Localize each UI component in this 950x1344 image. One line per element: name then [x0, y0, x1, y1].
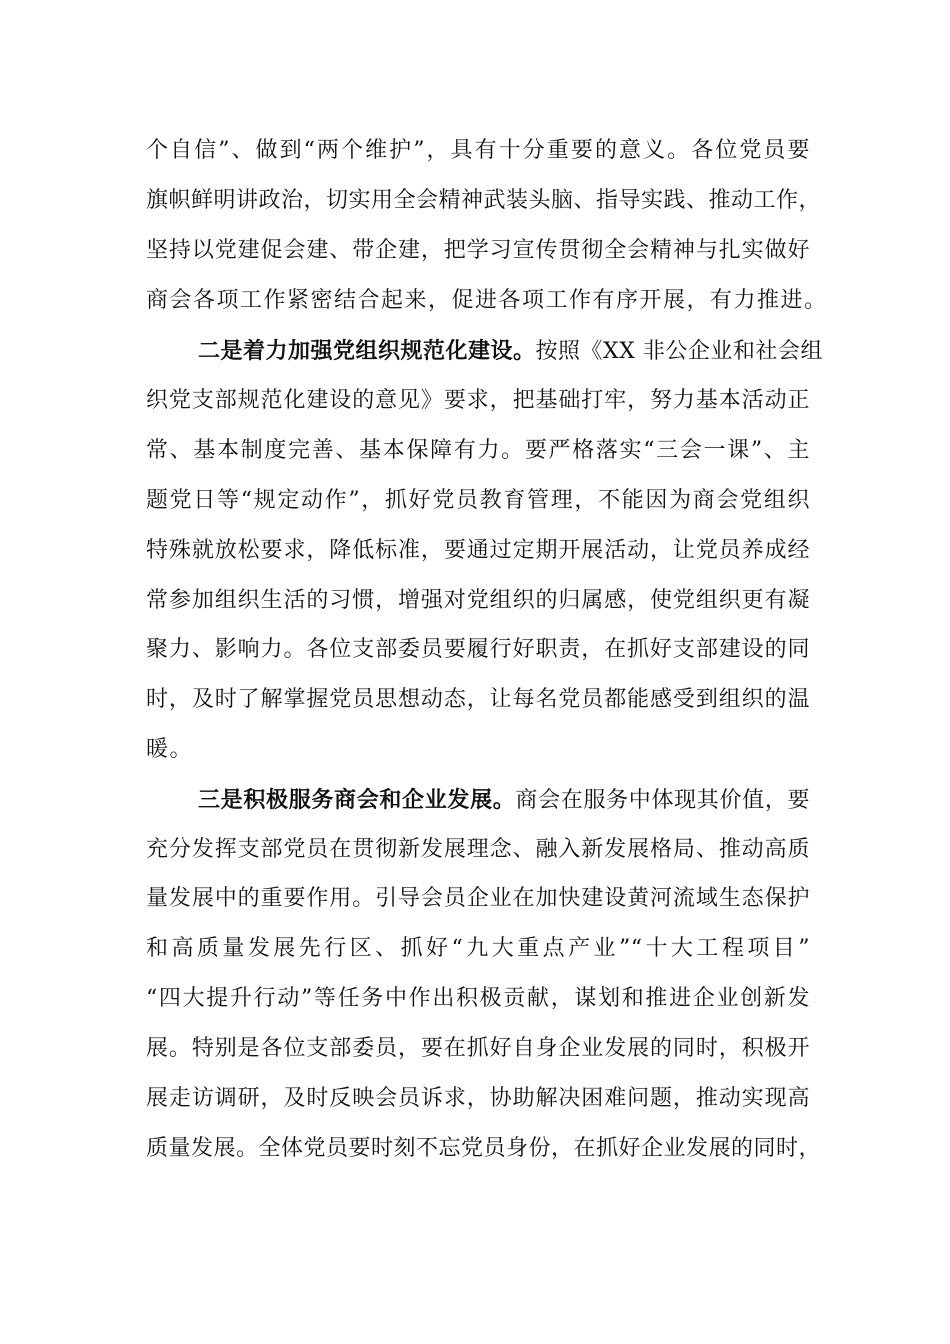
paragraph-2-line-4: 题党日等“规定动作”，抓好党员教育管理，不能因为商会党组织	[146, 488, 810, 513]
paragraph-3-line-7: 展走访调研，及时反映会员诉求，协助解决困难问题，推动实现高	[146, 1086, 810, 1111]
paragraph-1-line-3: 坚持以党建促会建、带企建，把学习宣传贯彻全会精神与扎实做好	[146, 238, 810, 263]
paragraph-2-line-6: 常参加组织生活的习惯，增强对党组织的归属感，使党组织更有凝	[146, 588, 810, 613]
paragraph-1-line-4: 商会各项工作紧密结合起来，促进各项工作有序开展，有力推进。	[146, 288, 828, 313]
paragraph-3-line-2: 充分发挥支部党员在贯彻新发展理念、融入新发展格局、推动高质	[146, 837, 810, 862]
paragraph-3-line-5: “四大提升行动”等任务中作出积极贡献，谋划和推进企业创新发	[146, 986, 810, 1011]
paragraph-1-line-2: 旗帜鲜明讲政治，切实用全会精神武装头脑、指导实践、推动工作，	[146, 188, 822, 213]
paragraph-2-first-line-text: 按照《XX 非公企业和社会组	[535, 339, 823, 364]
paragraph-2-line-7: 聚力、影响力。各位支部委员要履行好职责，在抓好支部建设的同	[146, 637, 810, 662]
paragraph-2-first-line	[198, 333, 823, 369]
paragraph-2-heading: 二是着力加强党组织规范化建设。	[198, 338, 536, 364]
paragraph-2-line-8: 时，及时了解掌握党员思想动态，让每名党员都能感受到组织的温	[146, 687, 810, 712]
paragraph-3-first-line	[198, 782, 810, 818]
paragraph-3-first-line-text: 商会在服务中体现其价值，要	[515, 788, 810, 813]
paragraph-2-line-9: 暖。	[146, 737, 194, 762]
paragraph-3-line-6: 展。特别是各位支部委员，要在抓好自身企业发展的同时，积极开	[146, 1036, 810, 1061]
paragraph-3-heading: 三是积极服务商会和企业发展。	[198, 787, 516, 813]
paragraph-3-line-3: 量发展中的重要作用。引导会员企业在加快建设黄河流域生态保护	[146, 886, 810, 911]
paragraph-2-line-5: 特殊就放松要求，降低标准，要通过定期开展活动，让党员养成经	[146, 538, 810, 563]
paragraph-2-line-2: 织党支部规范化建设的意见》要求，把基础打牢，努力基本活动正	[146, 388, 810, 413]
paragraph-2-line-3: 常、基本制度完善、基本保障有力。要严格落实“三会一课”、主	[146, 438, 810, 463]
paragraph-3-line-4: 和高质量发展先行区、抓好“九大重点产业”“十大工程项目”	[146, 936, 810, 961]
paragraph-1-line-1: 个自信”、做到“两个维护”，具有十分重要的意义。各位党员要	[146, 138, 810, 163]
paragraph-3-line-8: 质量发展。全体党员要时刻不忘党员身份，在抓好企业发展的同时，	[146, 1136, 822, 1161]
